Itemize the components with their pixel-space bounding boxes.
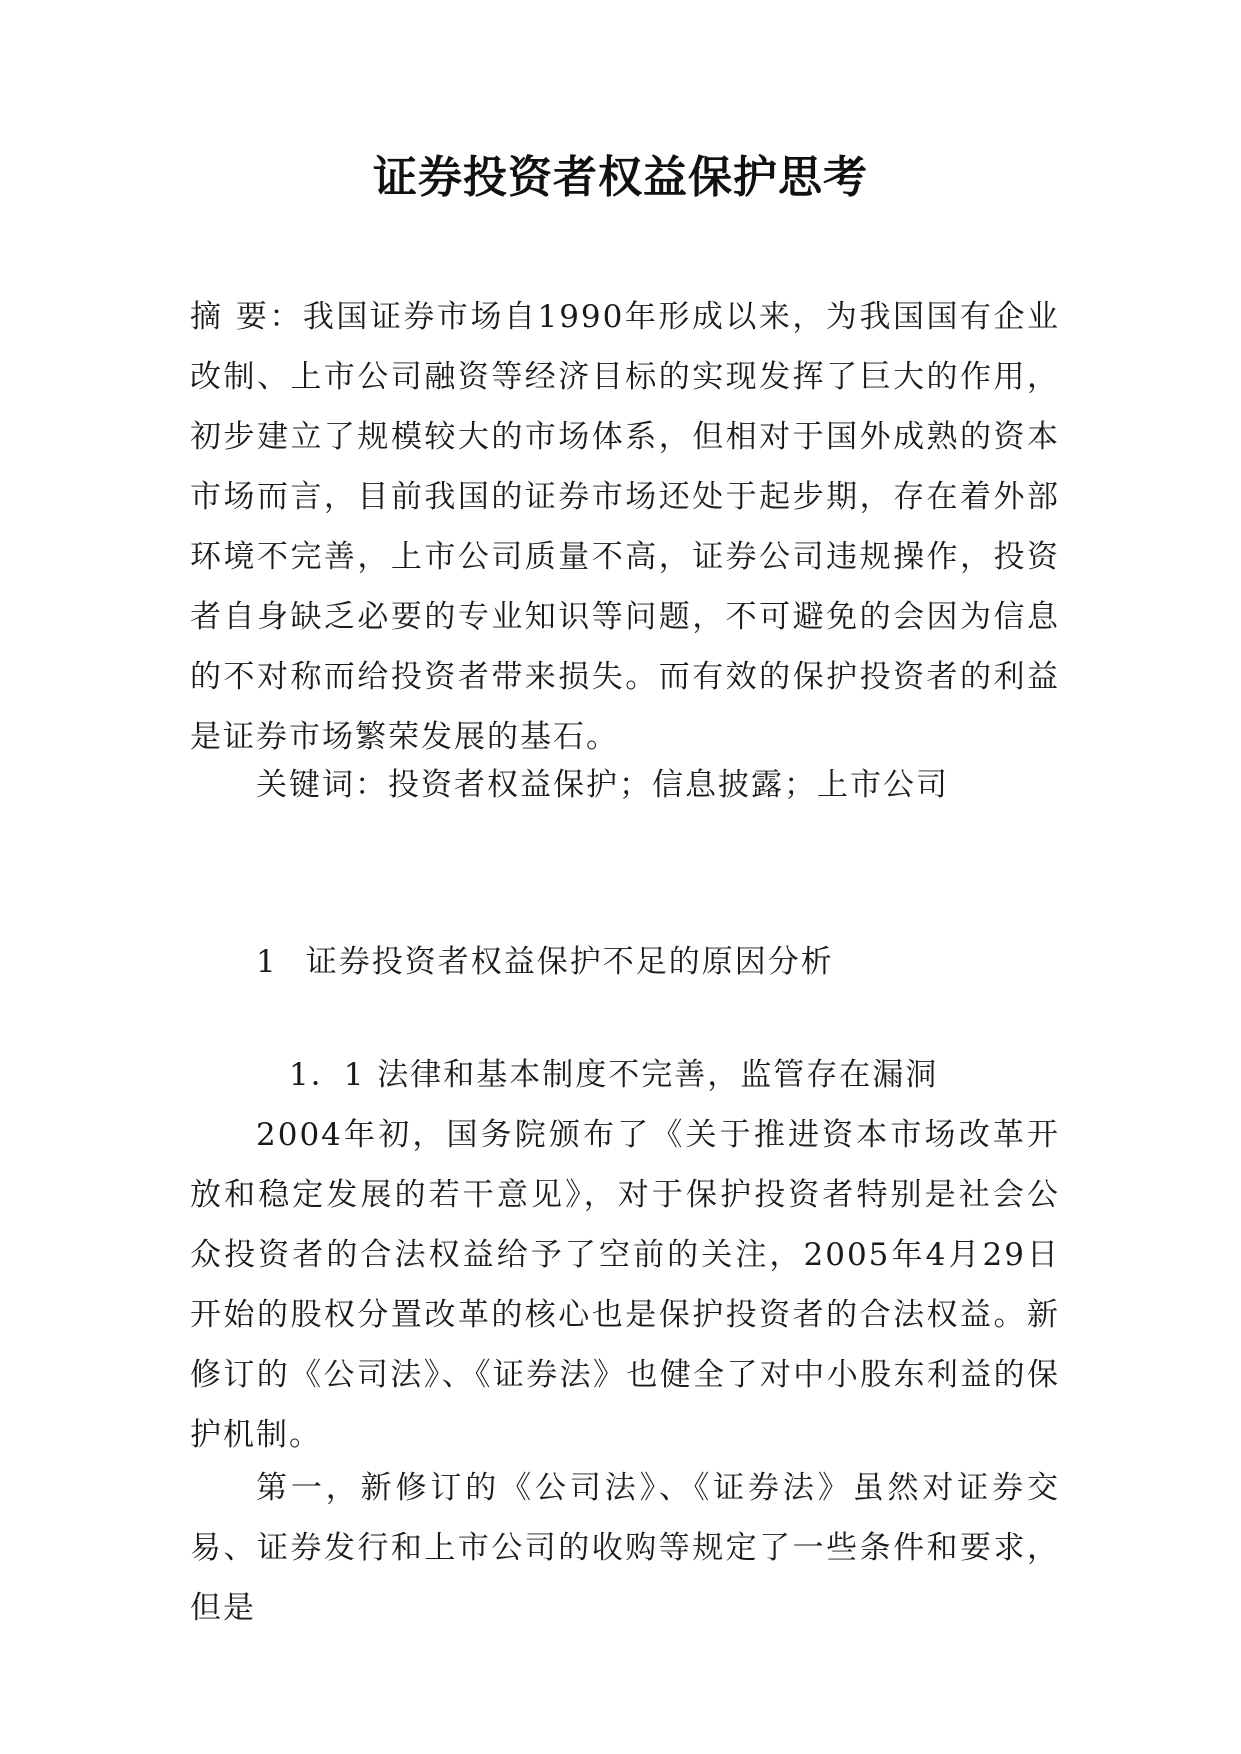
section-1-number: 1 (256, 944, 278, 980)
body-paragraph-2 (190, 1458, 1060, 1638)
section-1-title: 证券投资者权益保护不足的原因分析 (305, 944, 834, 980)
body-paragraph-1 (190, 1105, 1060, 1465)
document-title: 证券投资者权益保护思考 (373, 152, 868, 203)
keywords-line: 关键词：投资者权益保护；信息披露；上市公司 (256, 767, 949, 803)
paragraph-text: 2004年初，国务院颁布了《关于推进资本市场改革开放和稳定发展的若干意见》，对于保护投资者特别是社会公众投资者的合法权益给予了空前的关注，2005年4月29日开始的股权分置改革的核心也是保护投资者的合法权益。新修订的《公司法》、《证券法》也健全了对中小股东利益的保护机制。 (190, 1117, 1060, 1453)
section-1-heading (256, 932, 1056, 992)
paragraph-text: 第一，新修订的《公司法》、《证券法》虽然对证券交易、证券发行和上市公司的收购等规定了一些条件和要求，但是 (190, 1470, 1060, 1626)
section-1-1-heading: 1．1 法律和基本制度不完善，监管存在漏洞 (289, 1057, 939, 1093)
abstract-text: 摘 要：我国证券市场自1990年形成以来，为我国国有企业改制、上市公司融资等经济目标的实现发挥了巨大的作用，初步建立了规模较大的市场体系，但相对于国外成熟的资本市场而言，目前我国的证券市场还处于起步期，存在着外部环境不完善，上市公司质量不高，证券公司违规操作，投资者自身缺乏必要的专业知识等问题，不可避免的会因为信息的不对称而给投资者带来损失。而有效的保护投资者的利益是证券市场繁荣发展的基石。 (190, 299, 1060, 755)
abstract-paragraph (190, 287, 1060, 767)
